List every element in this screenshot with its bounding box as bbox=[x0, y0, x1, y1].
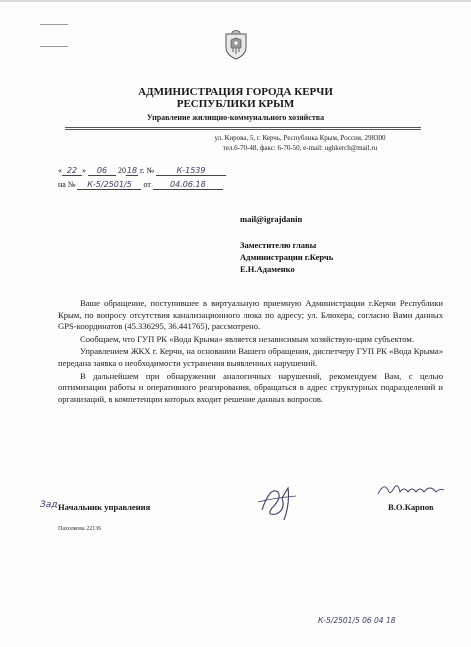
letter-body bbox=[58, 298, 443, 405]
signatory-title: Начальник управления bbox=[58, 502, 151, 512]
scan-artifact bbox=[40, 24, 68, 25]
recipient-email: mail@igrajdanin bbox=[240, 214, 303, 224]
contact-line: тел.6-70-48, факс: 6-70-50, e-mail: ughkerch@mail.ru bbox=[222, 144, 378, 152]
incoming-reference: на № К-5/2501/5 от 04.06.18 bbox=[58, 180, 223, 190]
ref-number: К-5/2501/5 bbox=[77, 180, 141, 190]
body-paragraph: Ваше обращение, поступившее в виртуальную приемную Администрации г.Керчи Республики Крым, по вопросу отсутствия канализационного люка по адресу; ул. Блюхера, согласно Вами данных GPS-координатов (45.336295, 36.441765), рассмотрено. bbox=[58, 298, 443, 332]
ref-date: 04.06.18 bbox=[153, 180, 223, 190]
department-name: Управление жилищно-коммунального хозяйства bbox=[146, 113, 325, 122]
header-divider bbox=[65, 129, 421, 130]
executor-info: Пахолкова 22136 bbox=[58, 526, 102, 532]
outgoing-registration: « 22 » 06 2018 г. № К-1539 bbox=[58, 166, 226, 176]
margin-handwritten-mark: Зад bbox=[40, 500, 58, 510]
signatory-name: В.О.Карпов bbox=[388, 502, 434, 512]
header-divider bbox=[65, 127, 421, 128]
reg-day: 22 bbox=[62, 166, 82, 176]
body-paragraph: В дальнейшем при обнаружении аналогичных нарушений, рекомендуем Вам, с целью оптимизации работы и оперативного реагирования, обращаться в адрес структурных подразделений и организаций, в компетенции которых входит решение данных вопросов. bbox=[58, 370, 443, 404]
recipient-line1: Заместителю главы bbox=[240, 240, 317, 250]
recipient-line2: Администрации г.Керчь bbox=[240, 252, 334, 262]
org-name-line2: РЕСПУБЛИКИ КРЫМ bbox=[176, 98, 295, 110]
scan-artifact bbox=[40, 46, 68, 47]
body-paragraph: Управлением ЖКХ г. Керчи, на основании Вашего обращения, диспетчеру ГУП РК «Вода Крыма» передана заявка о необходимости устранения выявленных нарушений. bbox=[58, 346, 443, 368]
body-paragraph: Сообщаем, что ГУП РК «Вода Крыма» является независимым хозяйствую-щим субъектом. bbox=[80, 333, 414, 344]
org-name-line1: АДМИНИСТРАЦИЯ ГОРОДА КЕРЧИ bbox=[138, 86, 333, 98]
registry-note: К-5/2501/5 06 04 18 bbox=[318, 616, 396, 625]
address-line: ул. Кирова, 5, г. Керчь, Республика Крым, Россия, 298300 bbox=[214, 134, 386, 142]
signature-initials-icon bbox=[376, 480, 446, 498]
reg-number: К-1539 bbox=[156, 166, 226, 176]
reg-year: 18 bbox=[126, 166, 138, 175]
recipient-line3: Е.Н.Адаменко bbox=[240, 264, 295, 274]
reg-month: 06 bbox=[88, 166, 116, 176]
coat-of-arms-icon bbox=[223, 30, 249, 60]
handwritten-signature-icon bbox=[252, 480, 302, 526]
